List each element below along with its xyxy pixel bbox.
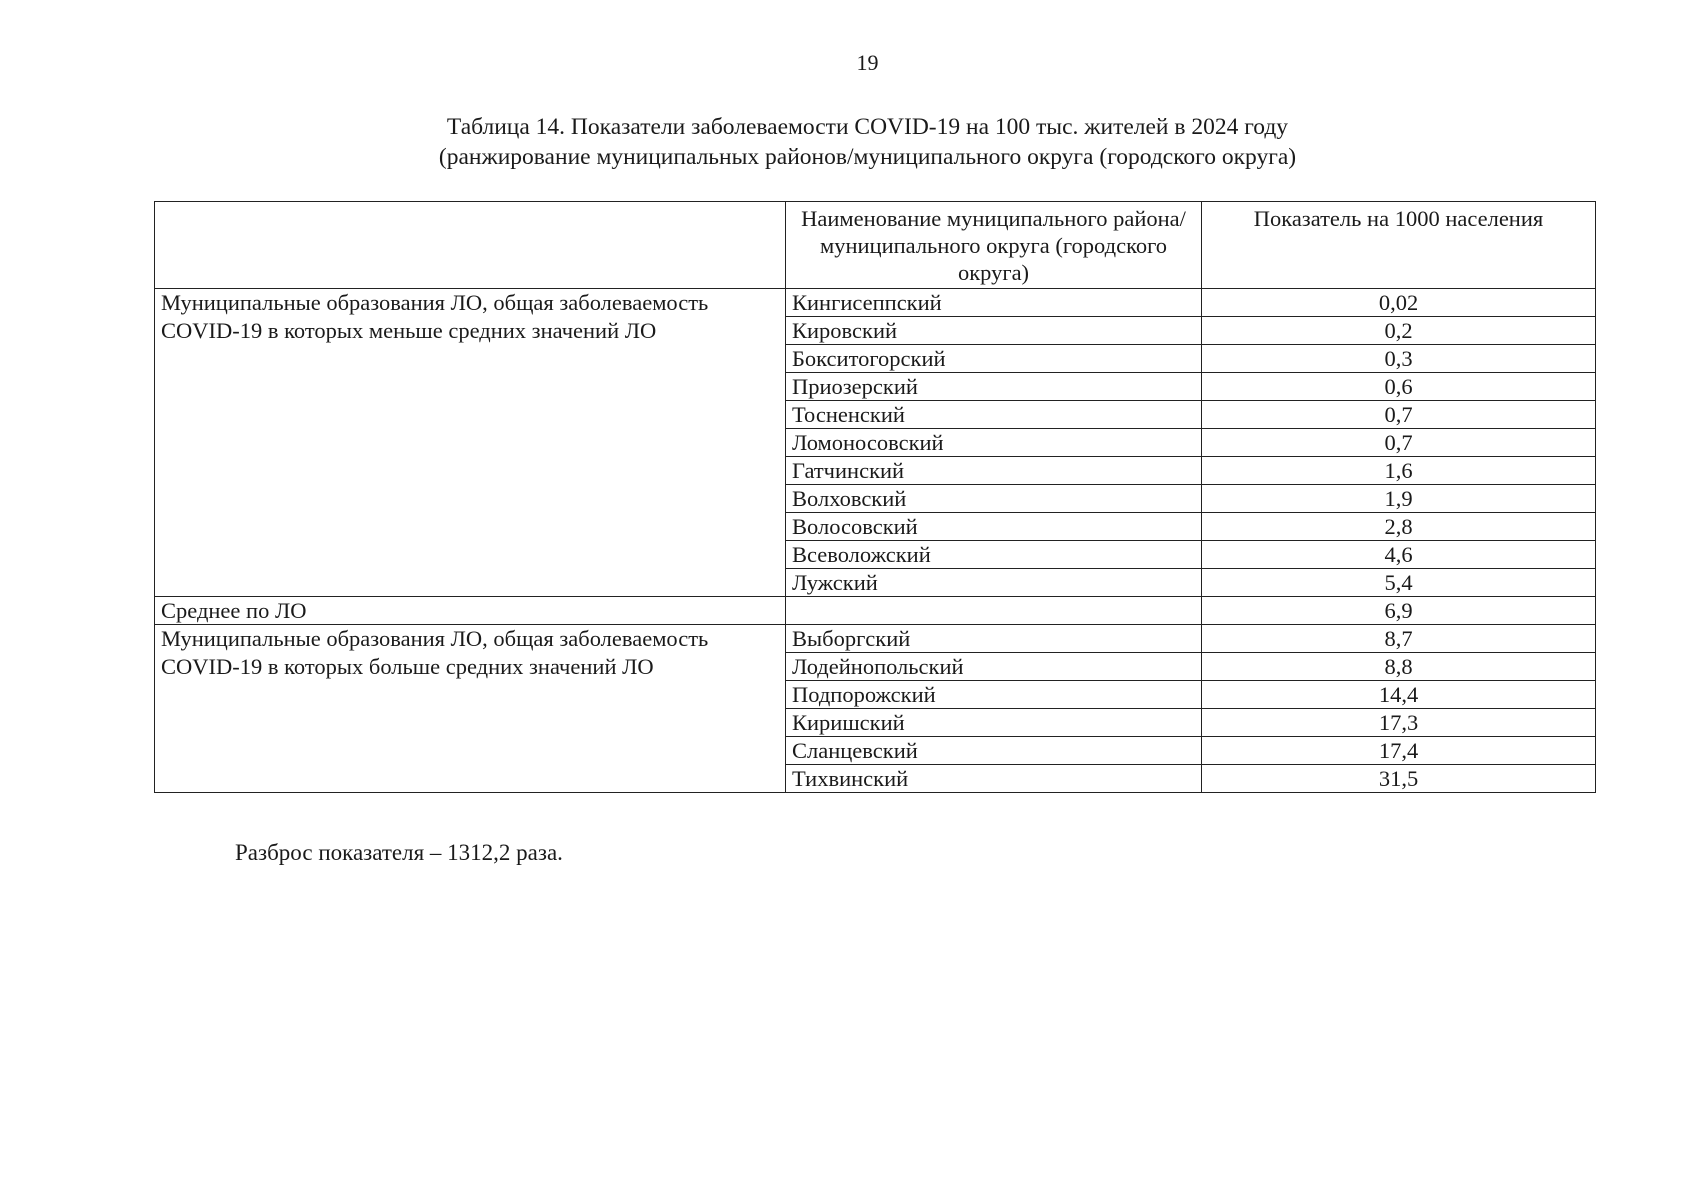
- average-label-cell: Среднее по ЛО: [155, 597, 786, 625]
- table-caption: [0, 112, 1699, 172]
- district-name-cell: Лужский: [786, 569, 1202, 597]
- district-name-cell: Гатчинский: [786, 457, 1202, 485]
- indicator-value-cell: 14,4: [1202, 681, 1596, 709]
- table-header-row: [155, 202, 1596, 289]
- district-name-cell: Приозерский: [786, 373, 1202, 401]
- district-name-cell: Волховский: [786, 485, 1202, 513]
- indicator-value-cell: 5,4: [1202, 569, 1596, 597]
- indicator-value-cell: 0,7: [1202, 401, 1596, 429]
- indicator-value-cell: 2,8: [1202, 513, 1596, 541]
- indicator-value-cell: 17,4: [1202, 737, 1596, 765]
- group-above-average-label: Муниципальные образования ЛО, общая заболеваемость COVID-19 в которых больше средних значений ЛО: [155, 625, 786, 793]
- group-below-average-label: Муниципальные образования ЛО, общая заболеваемость COVID-19 в которых меньше средних значений ЛО: [155, 289, 786, 597]
- district-name-cell: Волосовский: [786, 513, 1202, 541]
- indicator-value-cell: 4,6: [1202, 541, 1596, 569]
- average-row: [155, 597, 1596, 625]
- header-cell-group: [155, 202, 786, 289]
- header-cell-district: Наименование муниципального района/муниципального округа (городского округа): [786, 202, 1202, 289]
- header-cell-indicator: Показатель на 1000 населения: [1202, 202, 1596, 289]
- indicator-value-cell: 31,5: [1202, 765, 1596, 793]
- indicator-value-cell: 8,7: [1202, 625, 1596, 653]
- district-name-cell: Бокситогорский: [786, 345, 1202, 373]
- average-district-cell: [786, 597, 1202, 625]
- district-name-cell: Тосненский: [786, 401, 1202, 429]
- indicator-value-cell: 17,3: [1202, 709, 1596, 737]
- indicator-value-cell: 0,6: [1202, 373, 1596, 401]
- district-name-cell: Кингисеппский: [786, 289, 1202, 317]
- indicator-value-cell: 8,8: [1202, 653, 1596, 681]
- district-name-cell: Тихвинский: [786, 765, 1202, 793]
- indicator-value-cell: 0,2: [1202, 317, 1596, 345]
- table-caption-line-2: (ранжирование муниципальных районов/муниципального округа (городского округа): [438, 144, 1297, 170]
- indicator-value-cell: 1,6: [1202, 457, 1596, 485]
- district-name-cell: Ломоносовский: [786, 429, 1202, 457]
- district-name-cell: Лодейнопольский: [786, 653, 1202, 681]
- district-name-cell: Всеволожский: [786, 541, 1202, 569]
- indicator-value-cell: 1,9: [1202, 485, 1596, 513]
- district-name-cell: Кировский: [786, 317, 1202, 345]
- district-name-cell: Киришский: [786, 709, 1202, 737]
- district-name-cell: Выборгский: [786, 625, 1202, 653]
- page-number: 19: [856, 50, 879, 75]
- indicator-value-cell: 0,7: [1202, 429, 1596, 457]
- table-row: [155, 625, 1596, 653]
- district-name-cell: Подпорожский: [786, 681, 1202, 709]
- indicator-value-cell: 0,3: [1202, 345, 1596, 373]
- indicator-value-cell: 0,02: [1202, 289, 1596, 317]
- spread-footnote: Разброс показателя – 1312,2 раза.: [235, 840, 563, 865]
- table-row: [155, 289, 1596, 317]
- table-caption-line-1: Таблица 14. Показатели заболеваемости COVID-19 на 100 тыс. жителей в 2024 году: [446, 114, 1289, 140]
- district-name-cell: Сланцевский: [786, 737, 1202, 765]
- average-value-cell: 6,9: [1202, 597, 1596, 625]
- morbidity-table: [154, 201, 1596, 793]
